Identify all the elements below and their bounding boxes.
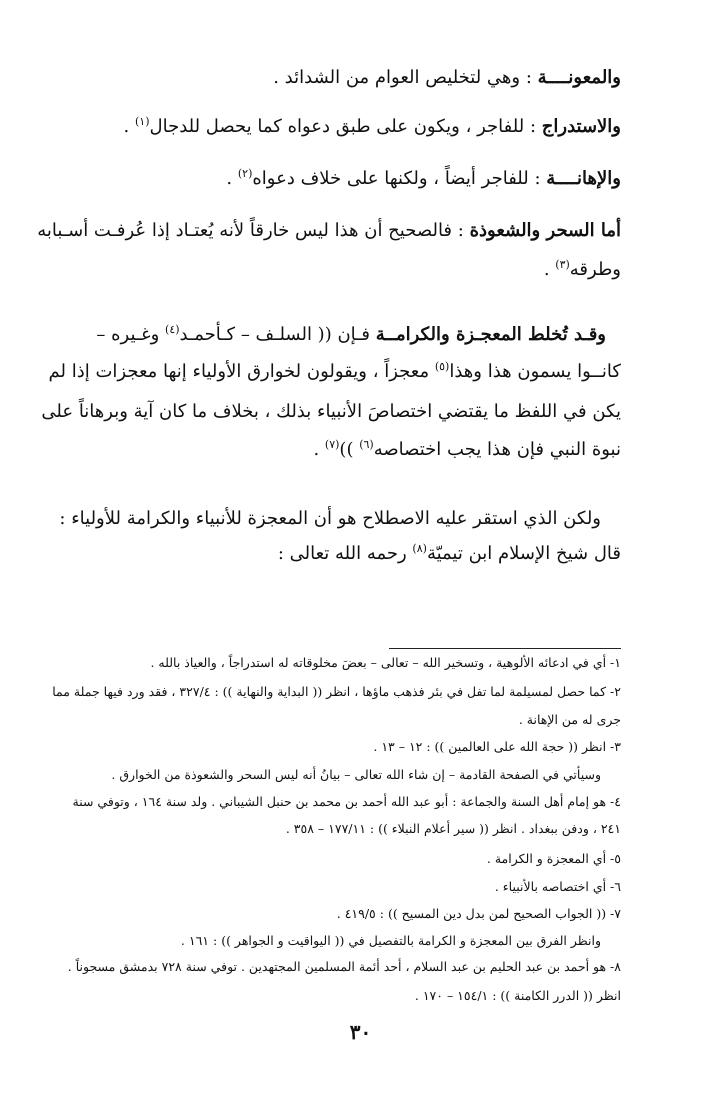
punctuation: . <box>313 439 325 460</box>
quote-term: وقـد تُخلط المعجـزة والكرامــة <box>375 324 606 345</box>
closing-text: رحمه الله تعالى : <box>277 543 413 564</box>
magic-text: وطرقه <box>569 259 621 280</box>
closing-line <box>59 505 601 533</box>
punctuation: . <box>543 259 556 280</box>
footnote: انظر (( الدرر الكامنة )) : ١٥٤/١ – ١٧٠ . <box>414 988 621 1003</box>
footnote: جرى له من الإهانة . <box>518 712 621 727</box>
punctuation: . <box>123 116 135 137</box>
definition-line <box>124 113 621 141</box>
footnote: ٣- انظر (( حجة الله على العالمين )) : ١٢ – ١٣ . <box>373 739 621 754</box>
magic-term: أما السحر والشعوذة <box>469 220 621 241</box>
quote-text: فـإن (( السلـف – كـأحمـد <box>179 324 371 345</box>
quote-text: وغـيره – <box>96 324 166 345</box>
closing-text: ولكن الذي استقر عليه الاصطلاح هو أن المعجزة للأنبياء والكرامة للأولياء : <box>59 508 601 529</box>
quote-text: يكن في اللفظ ما يقتضي اختصاصَ الأنبياء بذلك ، بخلاف ما كان آية وبرهاناً على <box>41 401 621 422</box>
definition-term: والاستدراج <box>541 116 621 137</box>
footnote-ref: (٨) <box>412 542 427 555</box>
magic-paragraph-line <box>544 256 621 284</box>
quote-text: )) <box>339 439 360 460</box>
footnote-ref: (١) <box>134 115 150 128</box>
footnote-ref: (٦) <box>359 438 374 451</box>
definition-text: وهي لتخليص العوام من الشدائد . <box>273 67 521 88</box>
definition-text: للفاجر ، ويكون على طبق دعواه كما يحصل للدجال <box>149 116 525 137</box>
footnote-divider <box>389 648 621 649</box>
footnote: ٢٤١ ، ودفن ببغداد . انظر (( سير أعلام النبلاء )) : ١٧٧/١١ – ٣٥٨ . <box>285 821 621 836</box>
footnote: وانظر الفرق بين المعجزة و الكرامة بالتفصيل في (( اليواقيت و الجواهر )) : ١٦١ . <box>180 933 601 948</box>
separator: : <box>534 168 541 189</box>
definition-text: للفاجر أيضاً ، ولكنها على خلاف دعواه <box>252 168 529 189</box>
footnote-ref: (٣) <box>555 258 570 271</box>
definition-line <box>273 64 621 92</box>
footnote: ٤- هو إمام أهل السنة والجماعة : أبو عبد الله أحمد بن محمد بن حنبل الشيباني . ولد سنة ١٦٤ ، وتوفي سنة <box>72 794 621 809</box>
quote-line <box>49 358 621 386</box>
definition-line <box>226 165 621 193</box>
footnote: ٧- (( الجواب الصحيح لمن بدل دين المسيح )) : ٤١٩/٥ . <box>336 906 621 921</box>
quote-line <box>96 321 606 349</box>
quote-text: نبوة النبي فإن هذا يجب اختصاصه <box>373 439 621 460</box>
footnote: وسيأتي في الصفحة القادمة – إن شاء الله تعالى – بيانُ أنه ليس السحر والشعوذة من الخوارق . <box>111 767 601 782</box>
footnote: ٨- هو أحمد بن عبد الحليم بن عبد السلام ، أحد أئمة المسلمين المجتهدين . توفي سنة ٧٢٨ بدمشق مسجوناً . <box>67 959 621 974</box>
magic-paragraph-line <box>37 217 621 245</box>
definition-term: والإهانــــة <box>546 168 621 189</box>
closing-line <box>278 540 621 568</box>
footnote-ref: (٢) <box>237 167 253 180</box>
closing-text: قال شيخ الإسلام ابن تيميّة <box>426 543 621 564</box>
separator: : <box>525 67 532 88</box>
magic-text: فالصحيح أن هذا ليس خارقاً لأنه يُعتـاد إذا عُرفـت أسـبابه <box>37 220 453 241</box>
separator: : <box>529 116 537 137</box>
quote-line <box>41 398 621 426</box>
footnote: ١- أي في ادعائه الألوهية ، وتسخير الله – تعالى – بعضَ مخلوقاته له استدراجاً ، والعياذ بالله . <box>150 655 621 670</box>
footnote: ٦- أي اختصاصه بالأنبياء . <box>494 879 621 894</box>
definition-term: والمعونــــة <box>537 67 621 88</box>
footnote: ٢- كما حصل لمسيلمة لما تفل في بئر فذهب ماؤها ، انظر (( البداية والنهاية )) : ٣٢٧/٤ ، فقد ورد فيها جملة مما <box>52 684 621 699</box>
page-number: ٣٠ <box>349 1020 372 1044</box>
footnote-ref: (٧) <box>324 438 340 451</box>
quote-text: معجزاً ، ويقولون لخوارق الأولياء إنها معجزات إذا لم <box>48 361 435 382</box>
separator: : <box>457 220 464 241</box>
footnote: ٥- أي المعجزة و الكرامة . <box>486 851 621 866</box>
footnote-ref: (٤) <box>165 323 180 336</box>
quote-text: كانــوا يسمون هذا وهذا <box>449 361 621 382</box>
footnote-ref: (٥) <box>434 360 450 373</box>
punctuation: . <box>226 168 238 189</box>
quote-line <box>313 436 621 464</box>
